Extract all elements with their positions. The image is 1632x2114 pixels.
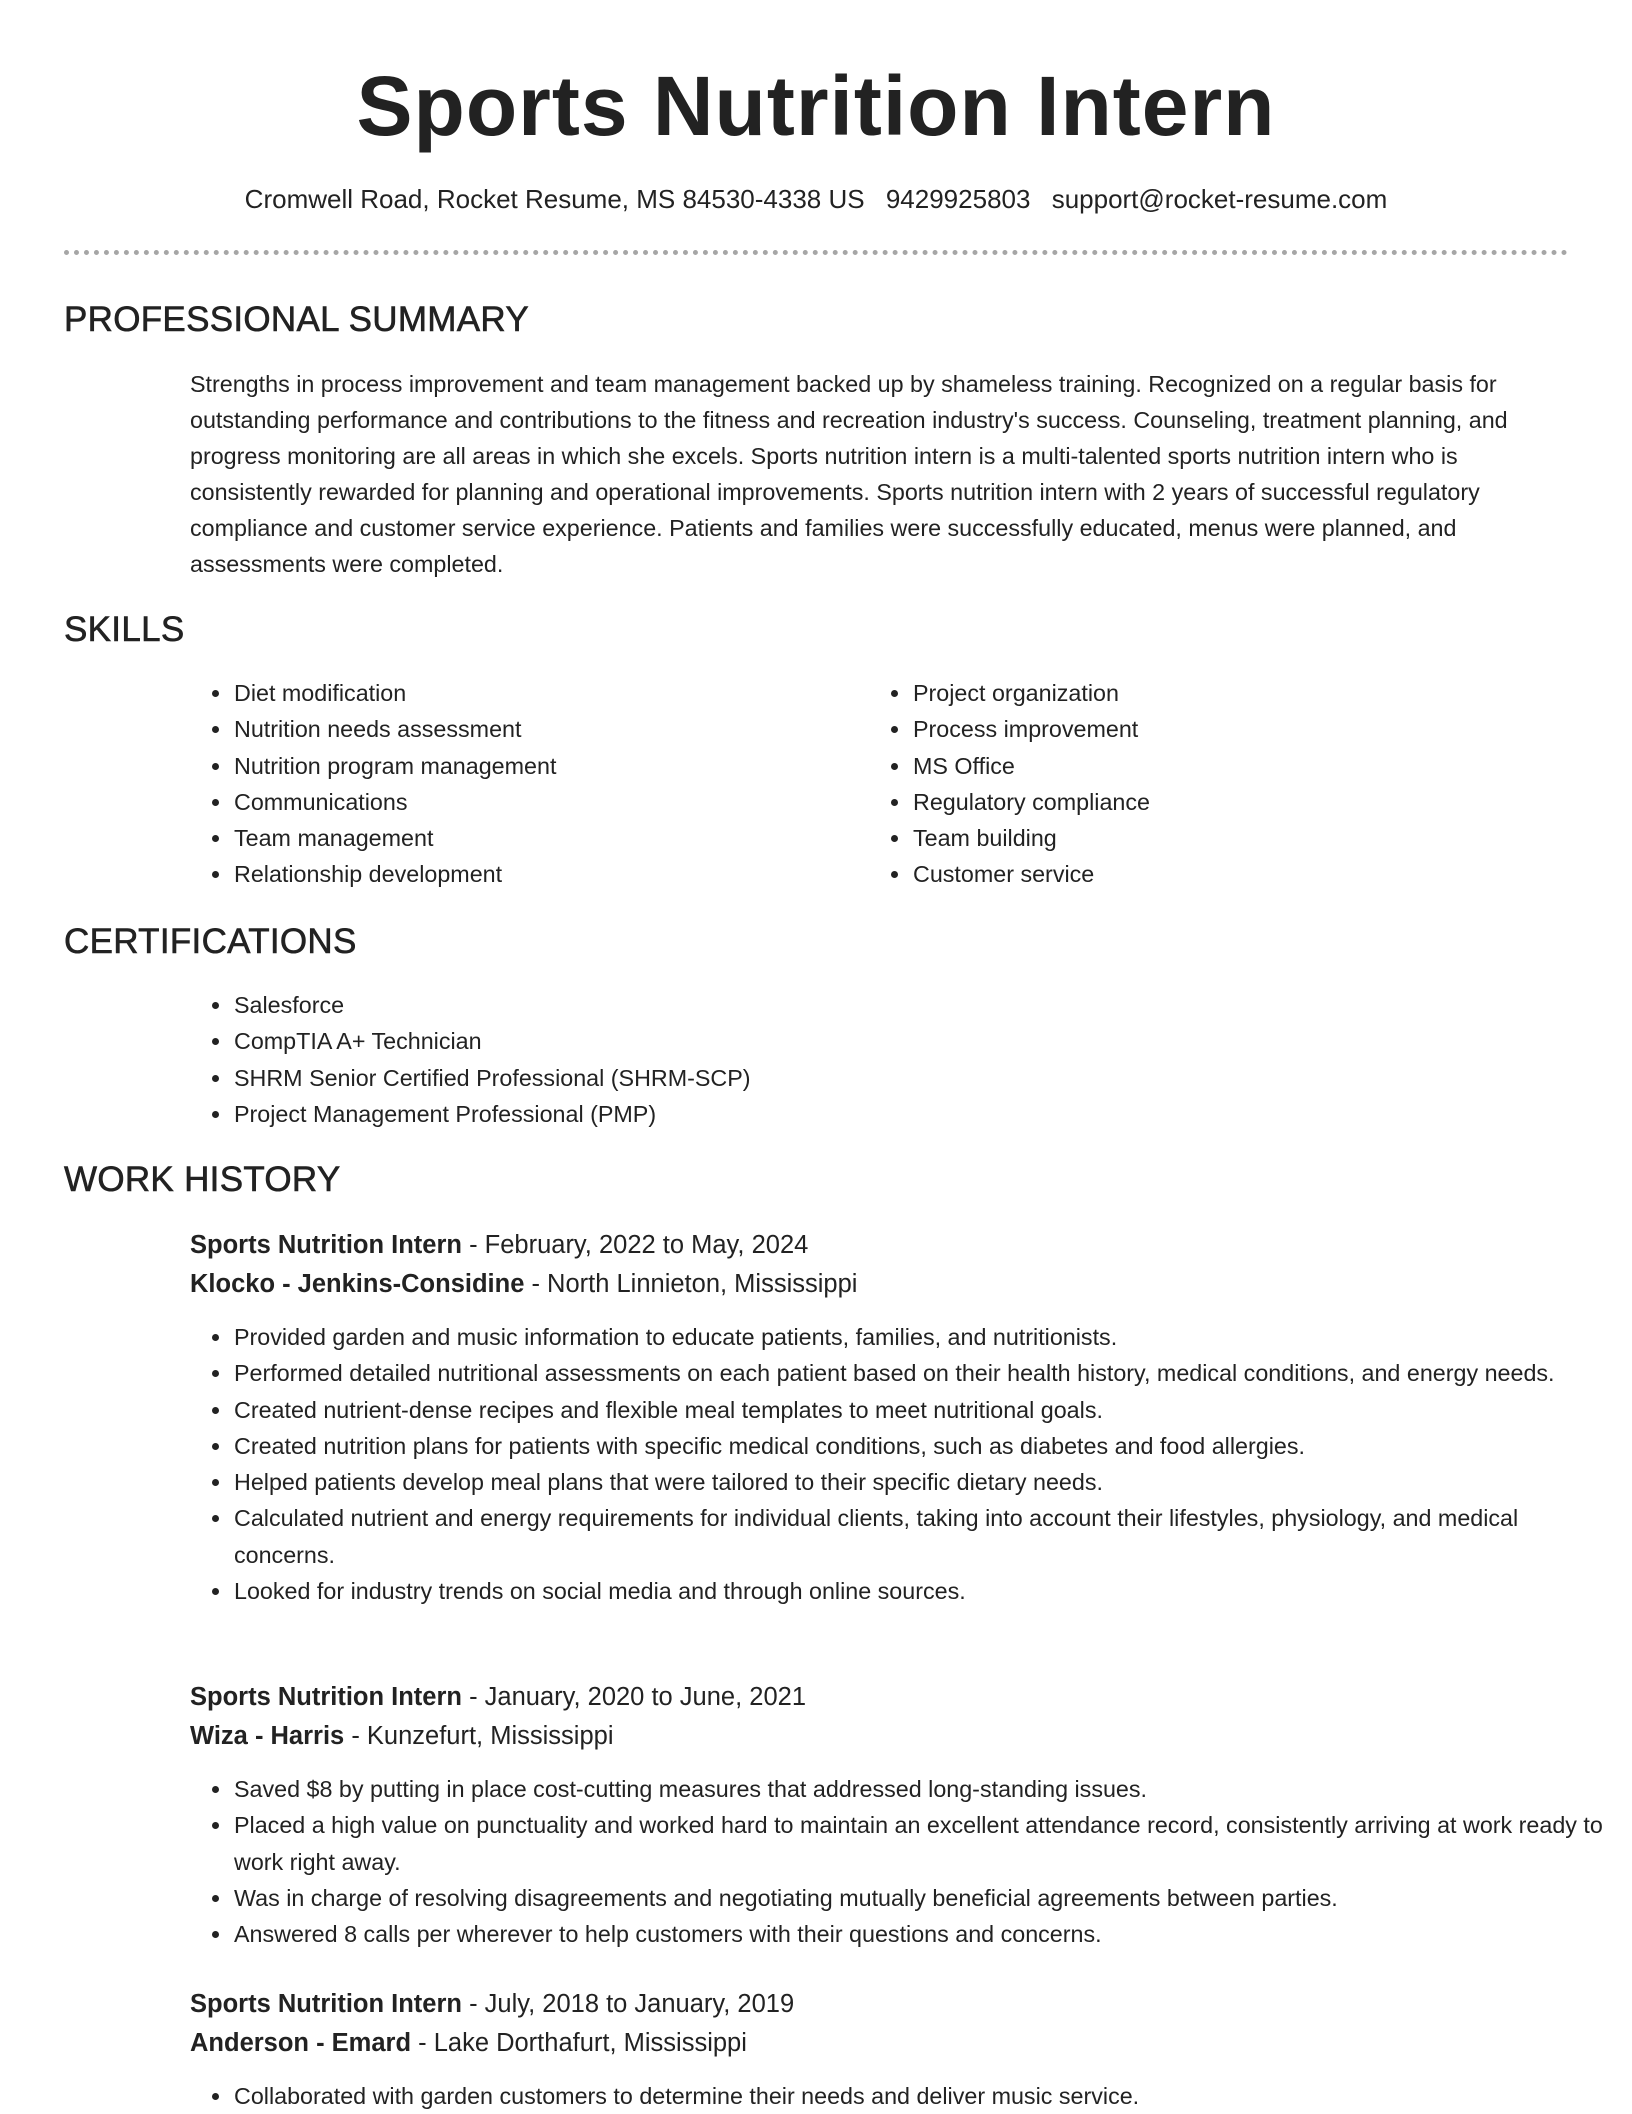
job-bullets <box>190 2078 1611 2114</box>
skills-heading: SKILLS <box>64 610 185 649</box>
list-item: • Helped patients develop meal plans that were tailored to their specific dietary needs. <box>233 1464 1611 1500</box>
list-item: • Looked for industry trends on social media and through online sources. <box>233 1573 1611 1609</box>
summary-heading: PROFESSIONAL SUMMARY <box>64 300 529 339</box>
list-item: • SHRM Senior Certified Professional (SHRM-SCP) <box>233 1060 1233 1096</box>
list-item: • Provided garden and music information to educate patients, families, and nutritionists. <box>233 1319 1611 1355</box>
list-item: • Team management <box>233 820 833 856</box>
certifications-heading: CERTIFICATIONS <box>64 922 357 961</box>
list-item: • Created nutrient-dense recipes and flexible meal templates to meet nutritional goals. <box>233 1392 1611 1428</box>
list-item: • Placed a high value on punctuality and worked hard to maintain an excellent attendance record, consistently arriving at work ready to work right away. <box>233 1807 1611 1880</box>
list-item: • CompTIA A+ Technician <box>233 1023 1233 1059</box>
list-item: • Communications <box>233 784 833 820</box>
job-company: Anderson - Emard <box>190 2029 412 2057</box>
list-item: • Was in charge of resolving disagreements and negotiating mutually beneficial agreements between parties. <box>233 1880 1611 1916</box>
list-item: • Regulatory compliance <box>912 784 1512 820</box>
list-item: • Nutrition program management <box>233 748 833 784</box>
list-item: • Project Management Professional (PMP) <box>233 1096 1233 1132</box>
list-item: • Team building <box>912 820 1512 856</box>
candidate-name: Sports Nutrition Intern <box>356 59 1276 153</box>
contact-address: Cromwell Road, Rocket Resume, MS 84530-4338 US <box>244 184 865 214</box>
job-dates: - January, 2020 to June, 2021 <box>461 1683 806 1711</box>
list-item: • Salesforce <box>233 987 1233 1023</box>
work-history-heading: WORK HISTORY <box>64 1160 341 1199</box>
job-title-line <box>190 1987 794 2021</box>
list-item: • Project organization <box>912 675 1512 711</box>
contact-line <box>0 182 1632 216</box>
list-item: • Nutrition needs assessment <box>233 711 833 747</box>
job-company-line <box>190 2026 747 2060</box>
list-item: • Collaborated with garden customers to determine their needs and deliver music service. <box>233 2078 1611 2114</box>
job-company-line <box>190 1267 857 1301</box>
summary-text: Strengths in process improvement and team management backed up by shameless training. Recognized on a regular basis for outstanding performance and contributions to the fitness and recreation industry's success. Counseling, treatment planning, and progress monitoring are all areas in which she excels. Sports nutrition intern is a multi-talented sports nutrition intern who is consistently rewarded for planning and operational improvements. Sports nutrition intern with 2 years of successful regulatory compliance and customer service experience. Patients and families were successfully educated, menus were planned, and assessments were completed. <box>190 371 1508 577</box>
list-item: • Customer service <box>912 856 1512 892</box>
job-title: Sports Nutrition Intern <box>190 1683 462 1711</box>
job-location: - Lake Dorthafurt, Mississippi <box>411 2029 747 2057</box>
job-location: - North Linnieton, Mississippi <box>524 1270 858 1298</box>
job-title-line <box>190 1228 808 1262</box>
skills-list-left <box>190 675 833 893</box>
job-dates: - February, 2022 to May, 2024 <box>461 1231 809 1259</box>
job-dates: - July, 2018 to January, 2019 <box>461 1990 795 2018</box>
contact-email: support@rocket-resume.com <box>1051 184 1388 214</box>
list-item: • Relationship development <box>233 856 833 892</box>
list-item: • Performed detailed nutritional assessments on each patient based on their health history, medical conditions, and energy needs. <box>233 1355 1611 1391</box>
list-item: • Answered 8 calls per wherever to help customers with their questions and concerns. <box>233 1916 1611 1952</box>
list-item: • Calculated nutrient and energy requirements for individual clients, taking into account their lifestyles, physiology, and medical concerns. <box>233 1500 1611 1573</box>
job-title-line <box>190 1680 806 1714</box>
header-divider <box>64 250 1568 255</box>
job-bullets <box>190 1771 1611 1952</box>
certifications-list <box>190 987 1233 1132</box>
job-bullets <box>190 1319 1611 1609</box>
list-item: • Created nutrition plans for patients with specific medical conditions, such as diabetes and food allergies. <box>233 1428 1611 1464</box>
list-item: • Diet modification <box>233 675 833 711</box>
job-company-line <box>190 1719 613 1753</box>
list-item: • Process improvement <box>912 711 1512 747</box>
job-location: - Kunzefurt, Mississippi <box>344 1722 614 1750</box>
skills-list-right <box>869 675 1512 893</box>
job-company: Wiza - Harris <box>190 1722 345 1750</box>
job-title: Sports Nutrition Intern <box>190 1990 462 2018</box>
job-title: Sports Nutrition Intern <box>190 1231 462 1259</box>
list-item: • Saved $8 by putting in place cost-cutting measures that addressed long-standing issues. <box>233 1771 1611 1807</box>
contact-phone: 9429925803 <box>885 184 1031 214</box>
list-item: • MS Office <box>912 748 1512 784</box>
job-company: Klocko - Jenkins-Considine <box>190 1270 525 1298</box>
